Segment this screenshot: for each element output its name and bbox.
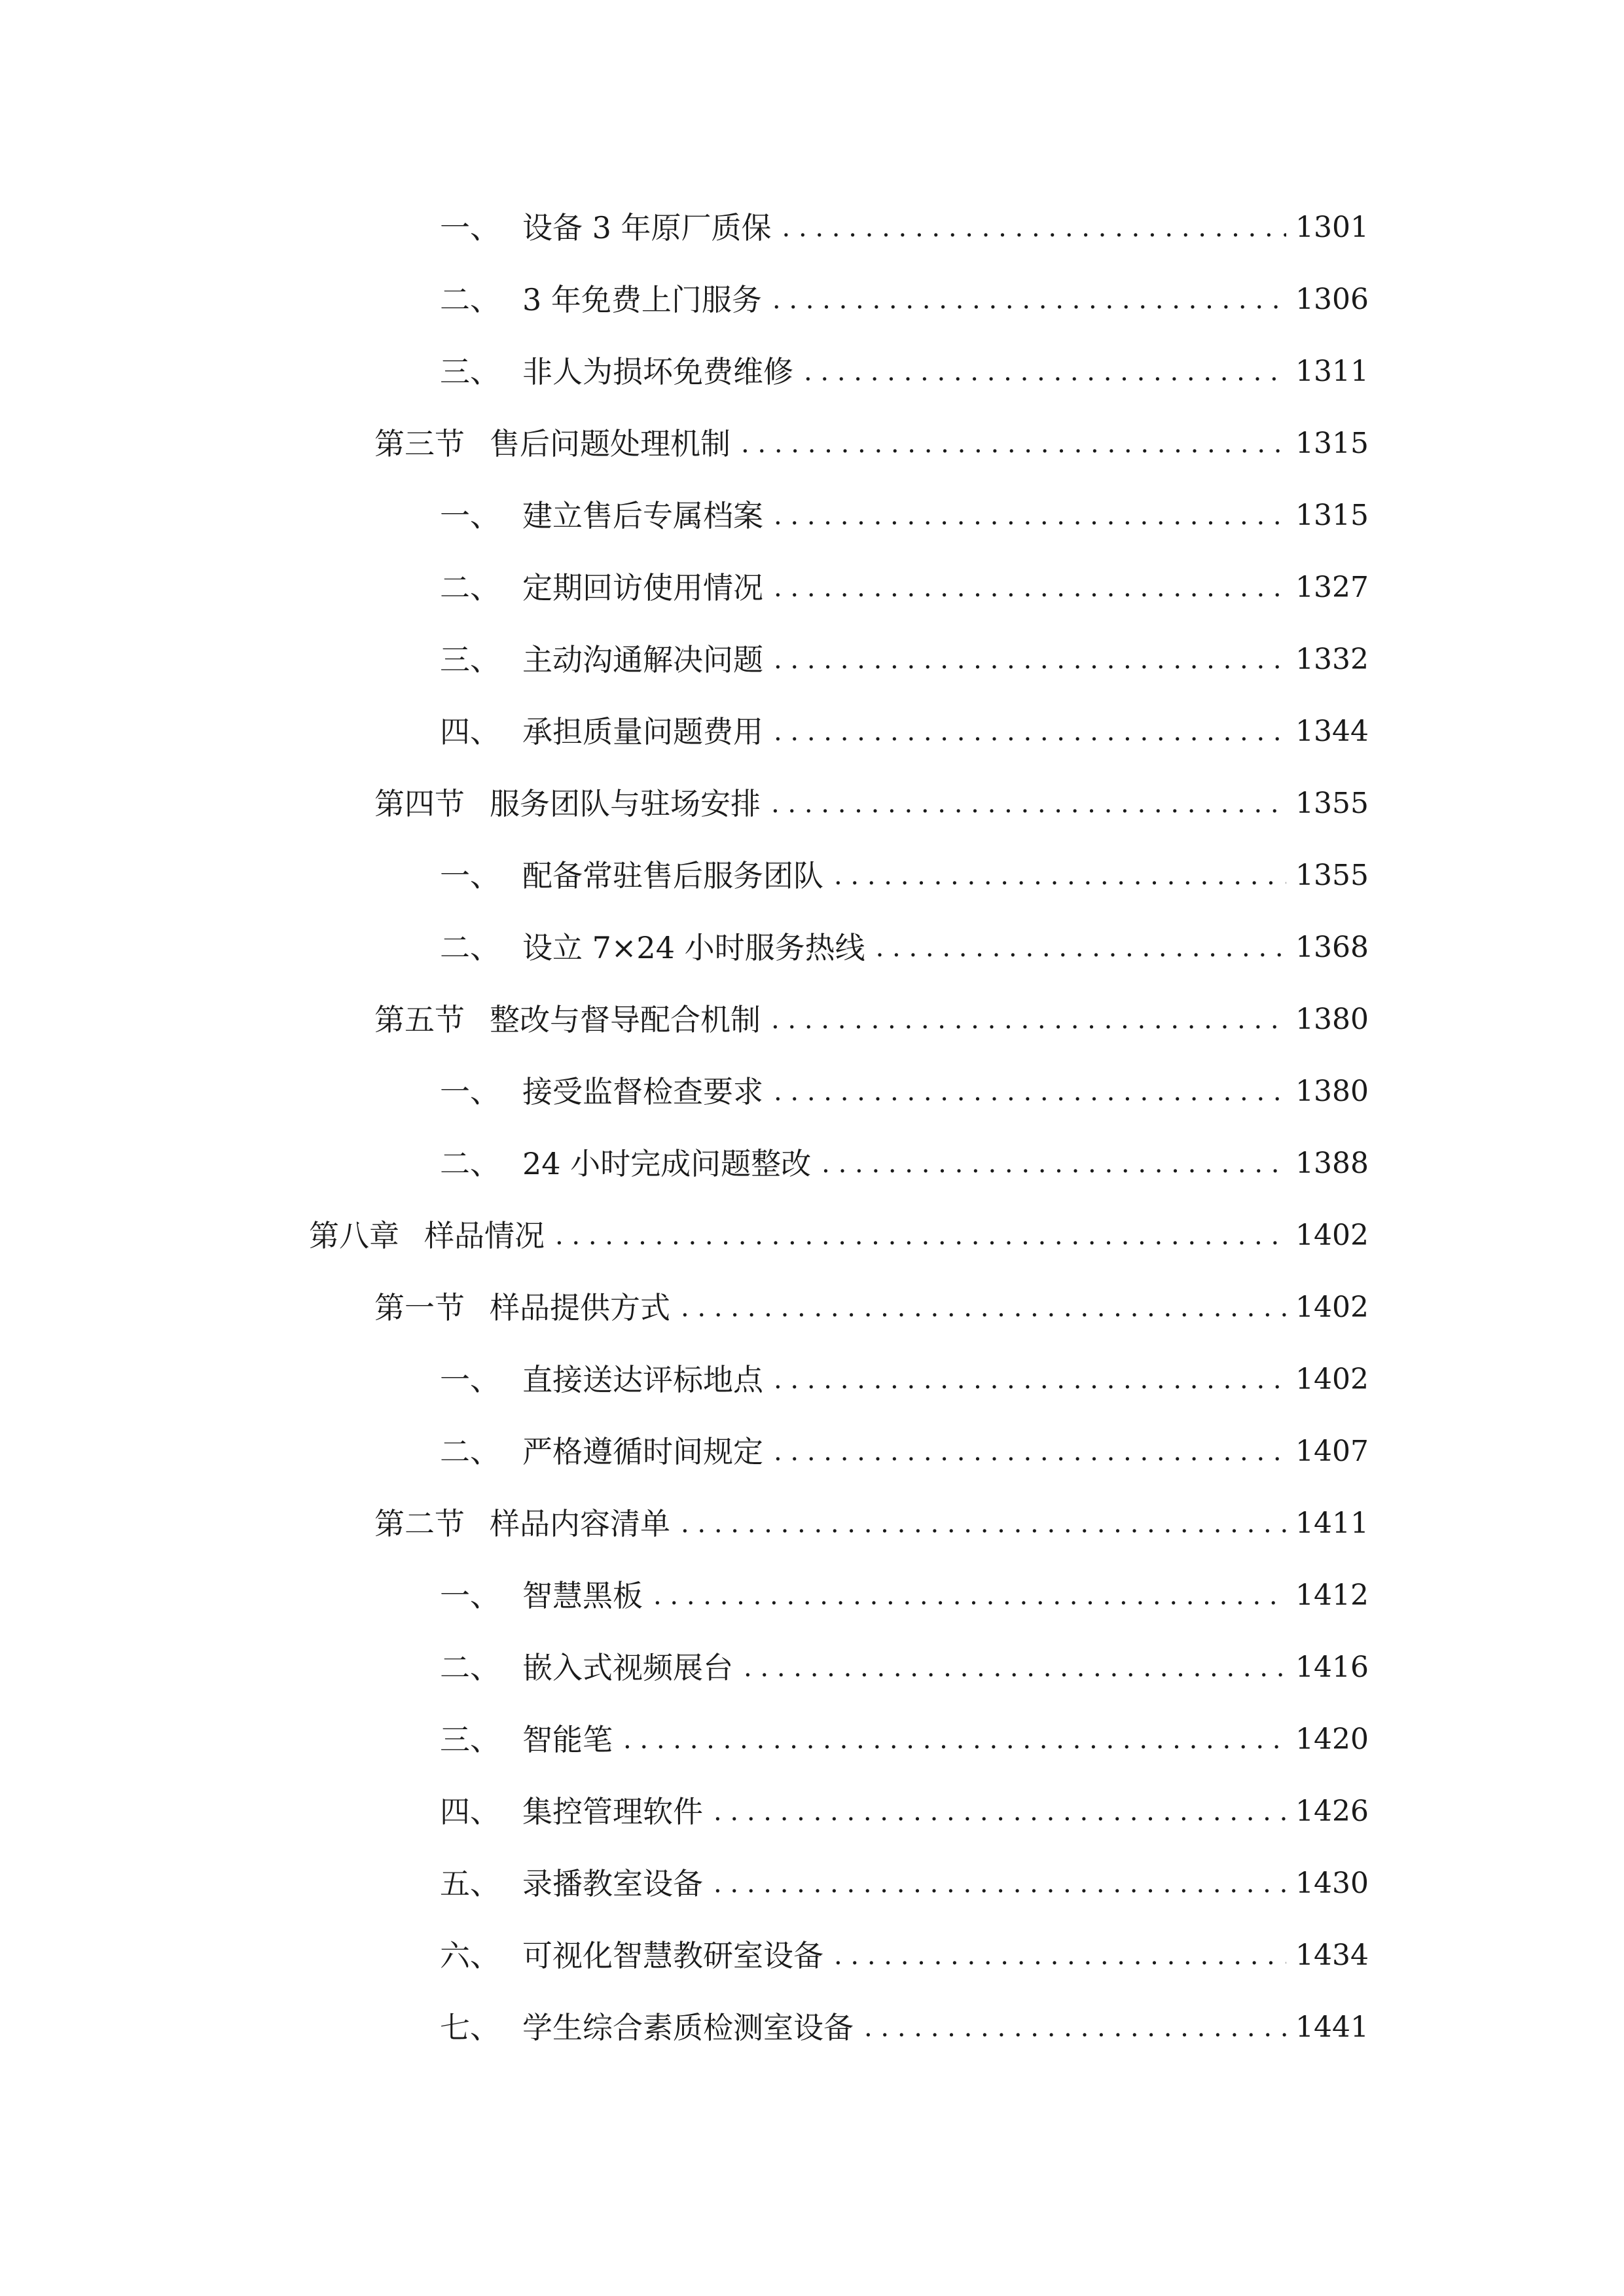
toc-entry[interactable] — [440, 1788, 1369, 1835]
toc-entry-number: 五、 — [440, 1866, 500, 1901]
toc-entry-title: 严格遵循时间规定 — [522, 1434, 763, 1469]
toc-entry[interactable] — [440, 1428, 1369, 1475]
toc-entry-number: 七、 — [440, 2010, 500, 2045]
toc-dot-leader — [834, 852, 1286, 899]
toc-entry-page: 1402 — [1295, 1219, 1369, 1252]
toc-dot-leader — [771, 780, 1286, 827]
toc-entry-number: 三、 — [440, 642, 500, 677]
toc-entry-number: 一、 — [440, 1578, 500, 1613]
toc-entry-page: 1332 — [1295, 643, 1369, 676]
toc-entry-title: 24 小时完成问题整改 — [522, 1146, 812, 1181]
toc-entry[interactable] — [440, 2004, 1369, 2051]
toc-entry-title: 嵌入式视频展台 — [522, 1650, 733, 1685]
toc-entry-number: 第五节 — [374, 1002, 465, 1037]
toc-dot-leader — [555, 1212, 1286, 1259]
toc-entry[interactable] — [440, 1644, 1369, 1691]
toc-entry[interactable] — [440, 1932, 1369, 1979]
toc-dot-leader — [782, 204, 1287, 251]
toc-entry[interactable] — [440, 564, 1369, 611]
toc-entry[interactable] — [440, 1356, 1369, 1403]
toc-dot-leader — [864, 2004, 1286, 2051]
toc-entry-page: 1434 — [1295, 1939, 1369, 1972]
toc-entry-page: 1344 — [1295, 715, 1369, 748]
toc-entry-number: 一、 — [440, 1362, 500, 1397]
toc-entry[interactable] — [440, 1140, 1369, 1187]
toc-entry-page: 1355 — [1295, 787, 1369, 820]
toc-entry[interactable] — [440, 276, 1369, 323]
toc-entry-page: 1327 — [1295, 571, 1369, 604]
toc-entry-page: 1402 — [1295, 1291, 1369, 1324]
toc-entry-number: 四、 — [440, 1794, 500, 1829]
toc-dot-leader — [821, 1140, 1286, 1187]
toc-entry-page: 1411 — [1295, 1507, 1369, 1540]
toc-entry[interactable] — [440, 1716, 1369, 1763]
toc-entry-page: 1426 — [1295, 1795, 1369, 1828]
toc-entry-page: 1311 — [1295, 355, 1369, 388]
toc-entry-title: 设立 7×24 小时服务热线 — [522, 930, 865, 965]
toc-entry-title: 录播教室设备 — [522, 1866, 703, 1901]
toc-dot-leader — [771, 996, 1286, 1043]
toc-entry[interactable] — [440, 348, 1369, 395]
toc-dot-leader — [623, 1716, 1286, 1763]
toc-entry[interactable] — [440, 924, 1369, 971]
toc-entry-page: 1306 — [1295, 283, 1369, 316]
toc-dot-leader — [774, 708, 1286, 755]
toc-entry-title: 3 年免费上门服务 — [522, 282, 762, 317]
toc-entry-page: 1368 — [1295, 931, 1369, 964]
toc-entry[interactable] — [440, 1572, 1369, 1619]
toc-dot-leader — [774, 1428, 1286, 1475]
toc-entry-number: 第一节 — [374, 1290, 465, 1325]
toc-entry-title: 定期回访使用情况 — [522, 570, 763, 605]
toc-dot-leader — [834, 1932, 1286, 1979]
toc-section-entry[interactable] — [374, 996, 1369, 1043]
toc-entry-number: 二、 — [440, 1434, 500, 1469]
toc-entry-page: 1388 — [1295, 1147, 1369, 1180]
toc-dot-leader — [744, 1644, 1286, 1691]
toc-entry-title: 学生综合素质检测室设备 — [522, 2010, 854, 2045]
toc-entry-title: 智慧黑板 — [522, 1578, 643, 1613]
toc-entry-title: 配备常驻售后服务团队 — [522, 858, 823, 893]
toc-entry-title: 可视化智慧教研室设备 — [522, 1938, 823, 1973]
toc-dot-leader — [774, 1356, 1286, 1403]
toc-entry-number: 一、 — [440, 858, 500, 893]
toc-entry-title: 集控管理软件 — [522, 1794, 703, 1829]
toc-entry-page: 1315 — [1295, 499, 1369, 532]
toc-entry-page: 1301 — [1295, 211, 1369, 244]
toc-entry[interactable] — [440, 708, 1369, 755]
toc-entry-page: 1402 — [1295, 1363, 1369, 1396]
toc-dot-leader — [804, 348, 1286, 395]
toc-chapter-entry[interactable] — [309, 1212, 1369, 1259]
toc-entry-title: 承担质量问题费用 — [522, 714, 763, 749]
toc-dot-leader — [653, 1572, 1286, 1619]
toc-entry-number: 一、 — [440, 210, 500, 245]
toc-entry-number: 第八章 — [309, 1218, 399, 1253]
toc-entry-number: 二、 — [440, 570, 500, 605]
toc-entry-number: 二、 — [440, 1146, 500, 1181]
toc-entry-title: 服务团队与驻场安排 — [490, 786, 761, 821]
toc-dot-leader — [681, 1500, 1286, 1547]
toc-entry-page: 1380 — [1295, 1075, 1369, 1108]
toc-entry-title: 样品内容清单 — [490, 1506, 670, 1541]
toc-entry-title: 非人为损坏免费维修 — [522, 354, 793, 389]
toc-entry-title: 接受监督检查要求 — [522, 1074, 763, 1109]
toc-entry-number: 一、 — [440, 498, 500, 533]
toc-entry-number: 二、 — [440, 930, 500, 965]
toc-entry-number: 四、 — [440, 714, 500, 749]
toc-dot-leader — [774, 1068, 1286, 1115]
toc-entry-title: 主动沟通解决问题 — [522, 642, 763, 677]
toc-entry-title: 样品情况 — [424, 1218, 545, 1253]
toc-entry-number: 第四节 — [374, 786, 465, 821]
toc-section-entry[interactable] — [374, 1500, 1369, 1547]
toc-dot-leader — [876, 924, 1286, 971]
toc-dot-leader — [772, 276, 1286, 323]
toc-entry-page: 1412 — [1295, 1579, 1369, 1612]
toc-entry[interactable] — [440, 852, 1369, 899]
toc-entry-title: 设备 3 年原厂质保 — [522, 210, 772, 245]
toc-entry-title: 建立售后专属档案 — [522, 498, 763, 533]
toc-entry-number: 一、 — [440, 1074, 500, 1109]
toc-entry-page: 1355 — [1295, 859, 1369, 892]
toc-dot-leader — [681, 1284, 1286, 1331]
toc-entry-page: 1420 — [1295, 1723, 1369, 1756]
toc-entry-number: 六、 — [440, 1938, 500, 1973]
toc-section-entry[interactable] — [374, 780, 1369, 827]
toc-dot-leader — [713, 1860, 1286, 1907]
toc-entry-title: 直接送达评标地点 — [522, 1362, 763, 1397]
toc-entry-number: 第三节 — [374, 426, 465, 461]
toc-entry[interactable] — [440, 492, 1369, 539]
toc-entry-number: 二、 — [440, 282, 500, 317]
toc-entry-title: 样品提供方式 — [490, 1290, 670, 1325]
toc-dot-leader — [774, 492, 1286, 539]
toc-entry-page: 1380 — [1295, 1003, 1369, 1036]
toc-entry[interactable] — [440, 1860, 1369, 1907]
toc-entry-page: 1430 — [1295, 1867, 1369, 1900]
toc-entry-number: 第二节 — [374, 1506, 465, 1541]
toc-entry-number: 二、 — [440, 1650, 500, 1685]
toc-section-entry[interactable] — [374, 1284, 1369, 1331]
toc-section-entry[interactable] — [374, 420, 1369, 467]
toc-entry-page: 1441 — [1295, 2011, 1369, 2044]
toc-entry-number: 三、 — [440, 1722, 500, 1757]
toc-entry[interactable] — [440, 636, 1369, 683]
toc-entry[interactable] — [440, 204, 1369, 251]
toc-entry-title: 售后问题处理机制 — [490, 426, 731, 461]
toc-entry[interactable] — [440, 1068, 1369, 1115]
toc-entry-number: 三、 — [440, 354, 500, 389]
toc-dot-leader — [713, 1788, 1286, 1835]
toc-entry-page: 1315 — [1295, 427, 1369, 460]
toc-dot-leader — [774, 564, 1286, 611]
toc-entry-title: 智能笔 — [522, 1722, 613, 1757]
toc-entry-page: 1407 — [1295, 1435, 1369, 1468]
toc-entry-page: 1416 — [1295, 1651, 1369, 1684]
toc-dot-leader — [774, 636, 1286, 683]
toc-entry-title: 整改与督导配合机制 — [490, 1002, 761, 1037]
toc-dot-leader — [741, 420, 1286, 467]
